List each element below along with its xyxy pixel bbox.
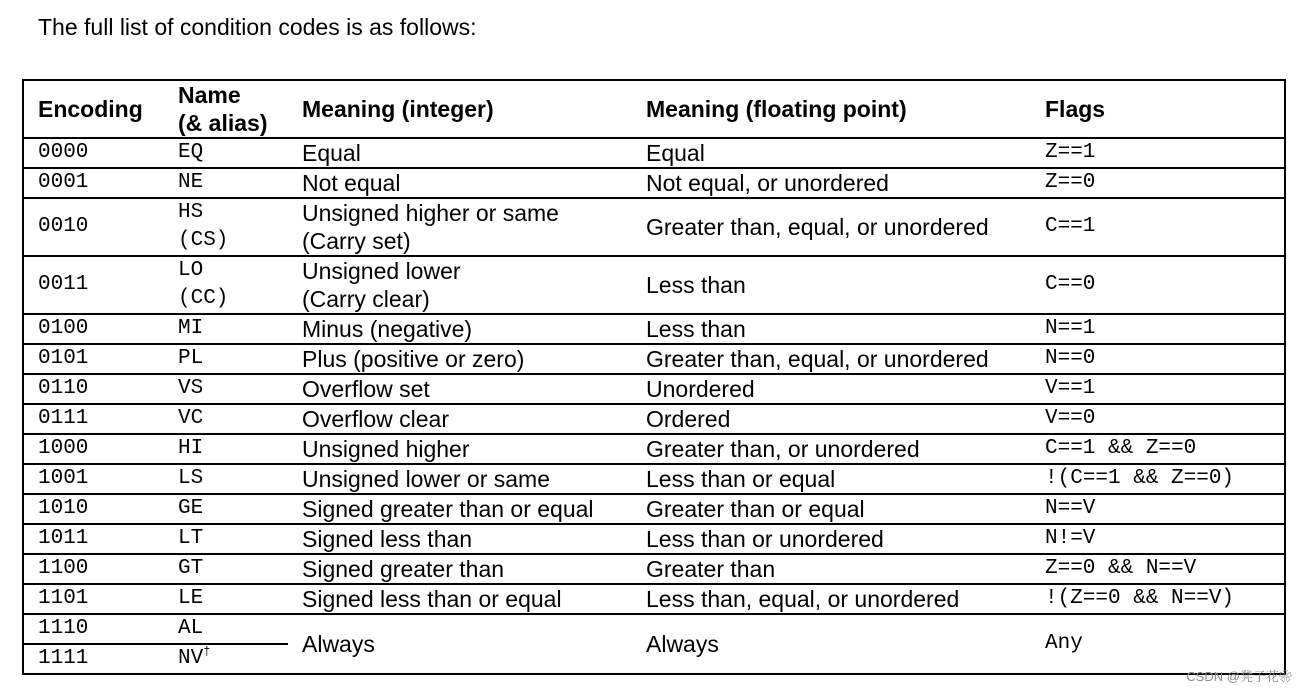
- name-cell: [164, 434, 288, 464]
- flags-cell: N==V: [1031, 494, 1285, 524]
- meaning-integer-line1: Unsigned lower or same: [302, 466, 551, 492]
- condition-name: VC: [178, 407, 204, 430]
- condition-name: VS: [178, 377, 204, 400]
- name-cell: [164, 404, 288, 434]
- encoding-cell: 0100: [23, 314, 164, 344]
- intro-text: The full list of condition codes is as follows:: [38, 14, 477, 40]
- encoding-cell: 0101: [23, 344, 164, 374]
- table-row: [23, 314, 1285, 344]
- encoding-cell: 1110: [23, 614, 164, 644]
- meaning-integer-cell: [288, 314, 632, 344]
- header-flags: Flags: [1031, 80, 1285, 138]
- name-cell: [164, 198, 288, 256]
- flags-cell: C==1: [1031, 198, 1285, 256]
- meaning-integer-line1: Minus (negative): [302, 316, 473, 342]
- meaning-integer-line1: Overflow clear: [302, 406, 449, 432]
- meaning-integer-line1: Equal: [302, 140, 361, 166]
- name-cell: [164, 464, 288, 494]
- meaning-integer-cell: [288, 464, 632, 494]
- meaning-integer-cell: Always: [288, 614, 632, 674]
- header-meaning-floating-point: Meaning (floating point): [632, 80, 1031, 138]
- encoding-cell: 1000: [23, 434, 164, 464]
- table-row: [23, 344, 1285, 374]
- meaning-integer-line1: Unsigned higher: [302, 436, 470, 462]
- table-row: [23, 554, 1285, 584]
- meaning-integer-cell: [288, 344, 632, 374]
- condition-name: NE: [178, 171, 204, 194]
- condition-name: HI: [178, 437, 204, 460]
- flags-cell: Z==0 && N==V: [1031, 554, 1285, 584]
- meaning-integer-line1: Signed less than: [302, 526, 473, 552]
- header-name-line2: (& alias): [178, 110, 268, 136]
- meaning-fp-cell: Less than: [632, 256, 1031, 314]
- condition-name: HS: [178, 201, 204, 224]
- meaning-integer-line1: Unsigned higher or same: [302, 200, 559, 226]
- flags-cell: Z==1: [1031, 138, 1285, 168]
- footnote-mark: †: [203, 645, 211, 659]
- flags-cell: N!=V: [1031, 524, 1285, 554]
- flags-cell: Any: [1031, 614, 1285, 674]
- condition-name: EQ: [178, 141, 204, 164]
- table-row: [23, 374, 1285, 404]
- table-header-row: [23, 80, 1285, 138]
- meaning-fp-cell: Always: [632, 614, 1031, 674]
- table-row: [23, 198, 1285, 256]
- encoding-cell: 0011: [23, 256, 164, 314]
- meaning-fp-cell: Less than or equal: [632, 464, 1031, 494]
- meaning-fp-cell: Greater than: [632, 554, 1031, 584]
- table-body: [23, 138, 1285, 674]
- name-cell: [164, 314, 288, 344]
- name-cell: [164, 168, 288, 198]
- table-row: [23, 138, 1285, 168]
- table-row: [23, 168, 1285, 198]
- name-cell: [164, 584, 288, 614]
- table-row: [23, 494, 1285, 524]
- condition-name: PL: [178, 347, 204, 370]
- name-cell: [164, 554, 288, 584]
- meaning-integer-line1: Signed greater than or equal: [302, 496, 594, 522]
- meaning-integer-cell: [288, 494, 632, 524]
- meaning-integer-line1: Signed less than or equal: [302, 586, 562, 612]
- meaning-fp-cell: Less than or unordered: [632, 524, 1031, 554]
- encoding-cell: 1010: [23, 494, 164, 524]
- meaning-integer-line2: (Carry clear): [302, 286, 430, 312]
- condition-alias: (CS): [178, 229, 229, 252]
- table-row: [23, 584, 1285, 614]
- flags-cell: !(C==1 && Z==0): [1031, 464, 1285, 494]
- meaning-integer-cell: [288, 404, 632, 434]
- condition-name: LO: [178, 259, 204, 282]
- condition-codes-table: [22, 79, 1286, 675]
- encoding-cell: 0110: [23, 374, 164, 404]
- encoding-cell: 1100: [23, 554, 164, 584]
- meaning-integer-line1: Plus (positive or zero): [302, 346, 525, 372]
- flags-cell: N==1: [1031, 314, 1285, 344]
- name-cell: [164, 256, 288, 314]
- encoding-cell: 1111: [23, 644, 164, 674]
- name-cell: AL: [164, 614, 288, 644]
- meaning-fp-cell: Unordered: [632, 374, 1031, 404]
- header-meaning-integer: Meaning (integer): [288, 80, 632, 138]
- flags-cell: C==0: [1031, 256, 1285, 314]
- encoding-cell: 0001: [23, 168, 164, 198]
- meaning-integer-line2: (Carry set): [302, 228, 411, 254]
- table-row: [23, 524, 1285, 554]
- meaning-integer-cell: [288, 584, 632, 614]
- meaning-integer-cell: [288, 198, 632, 256]
- condition-name: GT: [178, 557, 204, 580]
- table-row: [23, 256, 1285, 314]
- watermark: CSDN @凳子花❀: [1186, 669, 1292, 684]
- meaning-integer-cell: [288, 434, 632, 464]
- meaning-integer-line1: Not equal: [302, 170, 401, 196]
- meaning-fp-cell: Greater than, or unordered: [632, 434, 1031, 464]
- meaning-integer-cell: [288, 168, 632, 198]
- condition-name: LT: [178, 527, 204, 550]
- meaning-integer-cell: [288, 554, 632, 584]
- table-row: [23, 434, 1285, 464]
- name-cell: [164, 138, 288, 168]
- meaning-integer-cell: [288, 256, 632, 314]
- condition-name: MI: [178, 317, 204, 340]
- meaning-integer-line1: Overflow set: [302, 376, 430, 402]
- name-cell: [164, 524, 288, 554]
- meaning-fp-cell: Greater than, equal, or unordered: [632, 344, 1031, 374]
- meaning-fp-cell: Less than, equal, or unordered: [632, 584, 1031, 614]
- condition-name: LE: [178, 587, 204, 610]
- table-row: [23, 464, 1285, 494]
- meaning-integer-line1: Unsigned lower: [302, 258, 461, 284]
- name-cell: [164, 494, 288, 524]
- name-cell: [164, 374, 288, 404]
- meaning-fp-cell: Greater than, equal, or unordered: [632, 198, 1031, 256]
- flags-cell: V==1: [1031, 374, 1285, 404]
- meaning-fp-cell: Not equal, or unordered: [632, 168, 1031, 198]
- name-cell: [164, 644, 288, 674]
- meaning-integer-cell: [288, 524, 632, 554]
- meaning-fp-cell: Ordered: [632, 404, 1031, 434]
- meaning-integer-cell: [288, 374, 632, 404]
- condition-name: NV: [178, 647, 204, 670]
- header-encoding: Encoding: [23, 80, 164, 138]
- encoding-cell: 1101: [23, 584, 164, 614]
- encoding-cell: 1001: [23, 464, 164, 494]
- table-row: [23, 614, 1285, 644]
- encoding-cell: 0111: [23, 404, 164, 434]
- meaning-fp-cell: Equal: [632, 138, 1031, 168]
- condition-name: LS: [178, 467, 204, 490]
- table-row: [23, 404, 1285, 434]
- flags-cell: C==1 && Z==0: [1031, 434, 1285, 464]
- meaning-integer-cell: [288, 138, 632, 168]
- header-name-line1: Name: [178, 82, 241, 108]
- condition-name: GE: [178, 497, 204, 520]
- condition-alias: (CC): [178, 287, 229, 310]
- flags-cell: Z==0: [1031, 168, 1285, 198]
- meaning-fp-cell: Less than: [632, 314, 1031, 344]
- flags-cell: V==0: [1031, 404, 1285, 434]
- meaning-integer-line1: Signed greater than: [302, 556, 505, 582]
- encoding-cell: 0010: [23, 198, 164, 256]
- encoding-cell: 0000: [23, 138, 164, 168]
- header-name: [164, 80, 288, 138]
- flags-cell: N==0: [1031, 344, 1285, 374]
- encoding-cell: 1011: [23, 524, 164, 554]
- meaning-fp-cell: Greater than or equal: [632, 494, 1031, 524]
- name-cell: [164, 344, 288, 374]
- flags-cell: !(Z==0 && N==V): [1031, 584, 1285, 614]
